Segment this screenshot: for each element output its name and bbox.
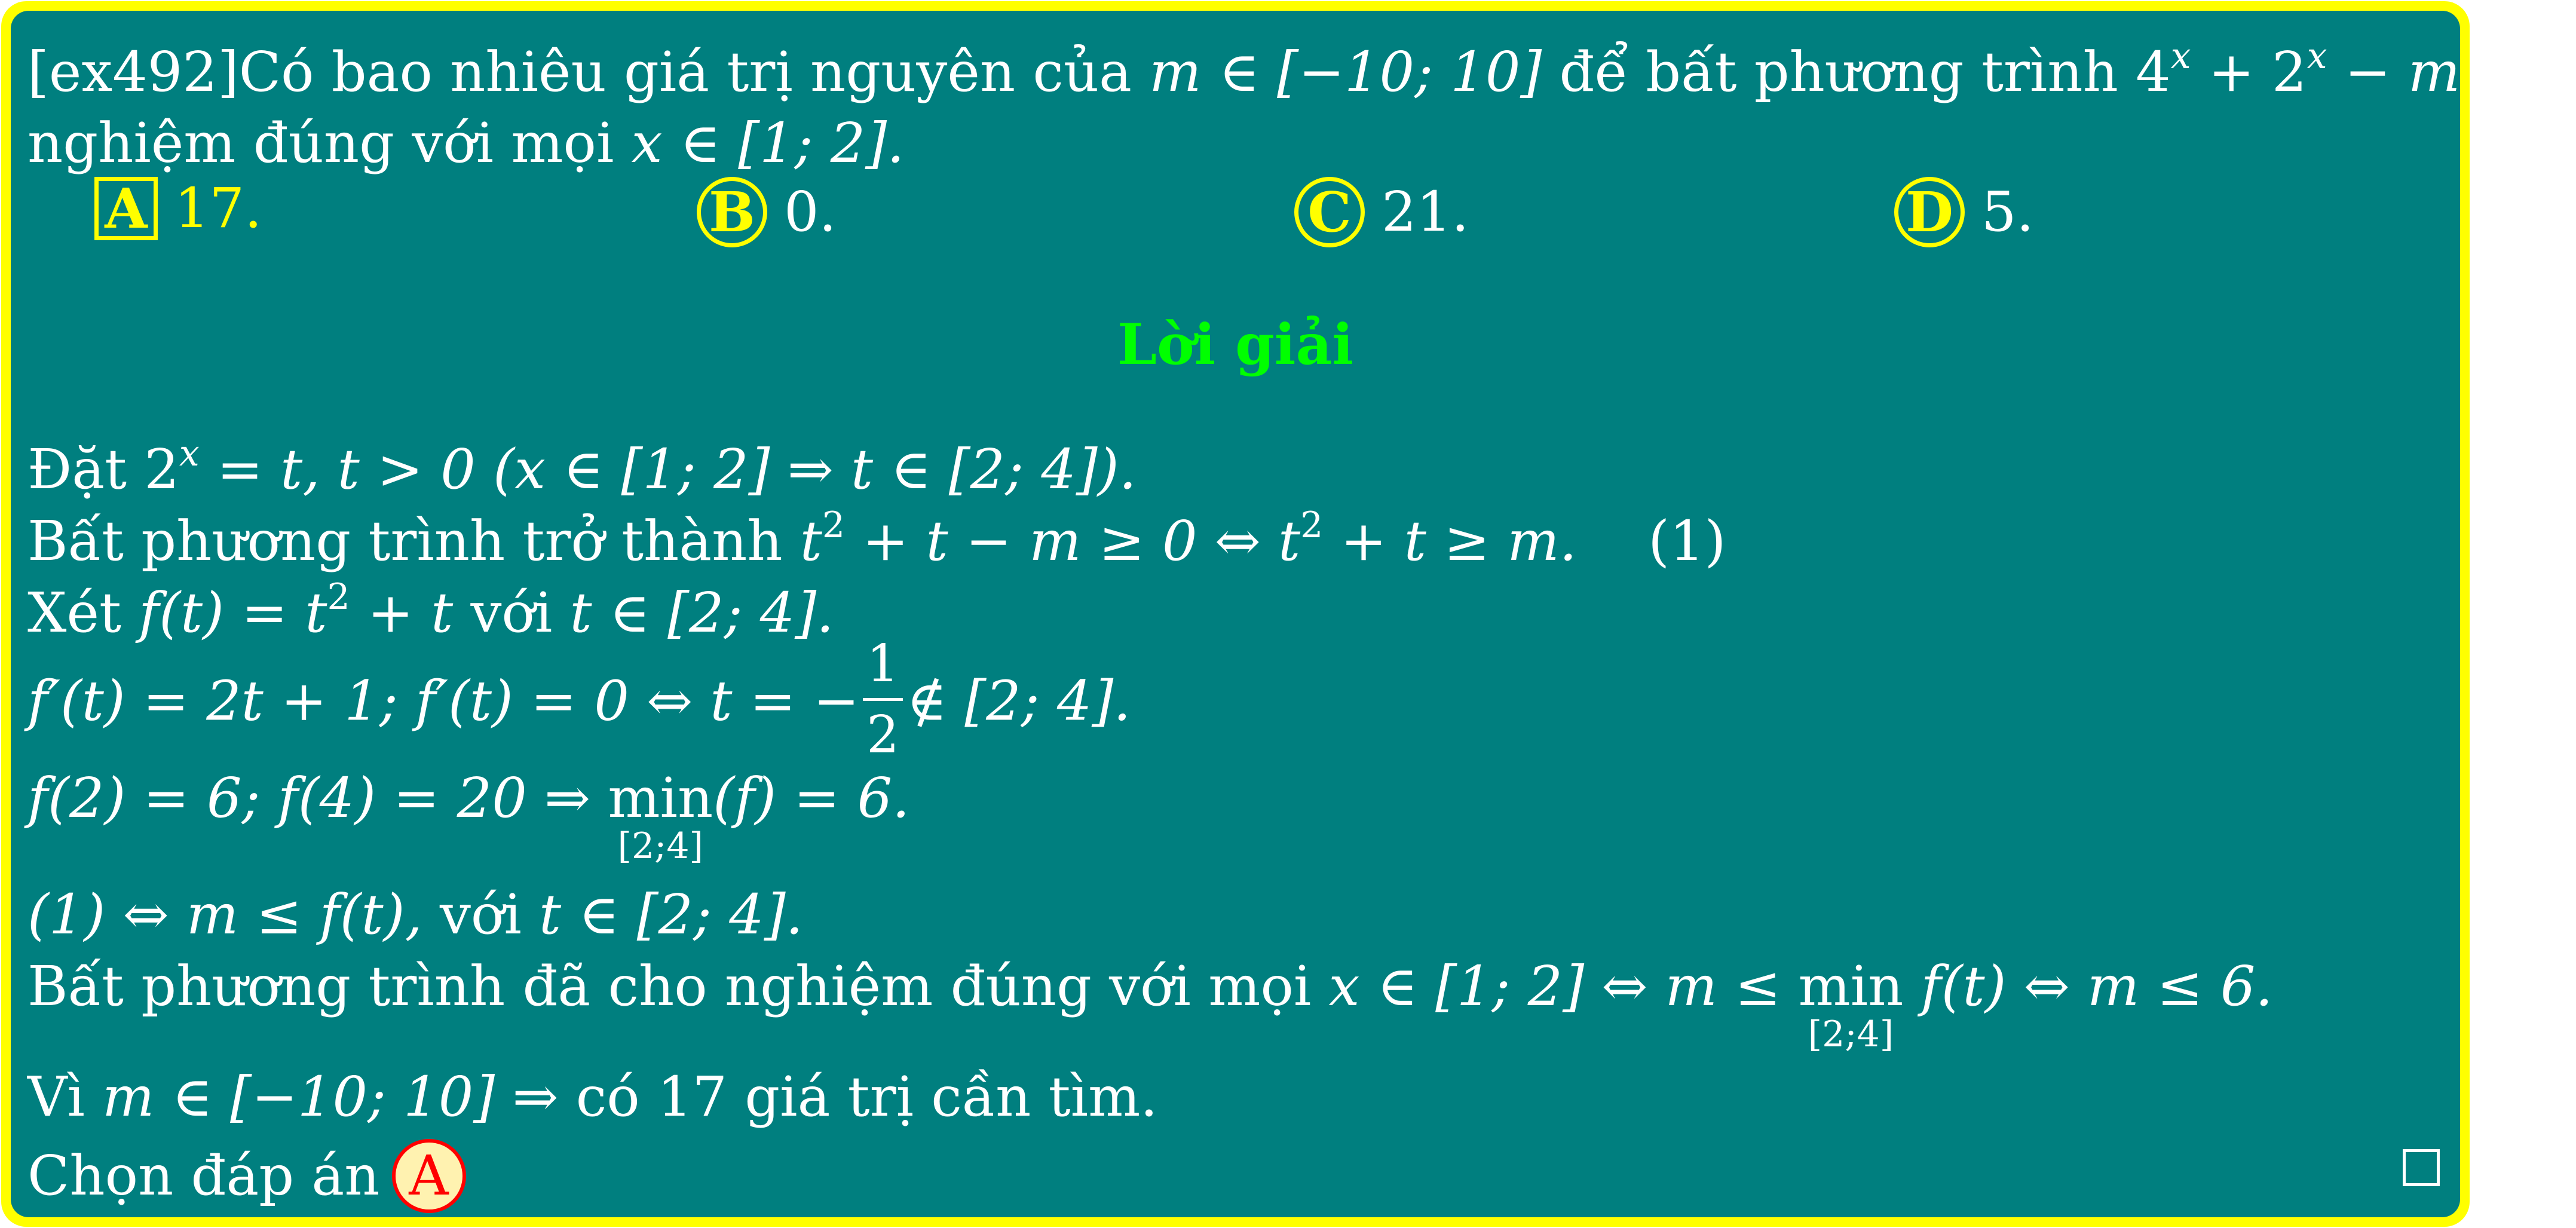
equation-label: (1) bbox=[1648, 509, 1726, 573]
choice-a[interactable] bbox=[94, 177, 262, 240]
choice-b-marker: B bbox=[697, 177, 767, 247]
inequality: $4^x + 2^x - m \ge 0$ bbox=[2136, 35, 2576, 104]
choice-a-marker: A bbox=[94, 177, 158, 240]
choice-c[interactable] bbox=[1294, 177, 1469, 247]
solution-line-1: Đặt 2$^x$ = t, t > 0 (x ∈ [1; 2] ⇒ t ∈ [2; 4]). bbox=[27, 433, 1137, 501]
solution-line-7: Bất phương trình đã cho nghiệm đúng với mọi x ∈ [1; 2] ⇔ m ≤ min [2;4] f(t) ⇔ m ≤ 6. bbox=[27, 954, 2273, 1055]
solution-line-4: f′(t) = 2t + 1; f′(t) = 0 ⇔ t = − $\frac{1}{2}$ ∉ [2; 4]. bbox=[27, 634, 1131, 765]
qed-box-icon bbox=[2403, 1149, 2440, 1186]
solution-line-8: Vì m ∈ [−10; 10] ⇒ có 17 giá trị cần tìm. bbox=[27, 1065, 1158, 1129]
solution-line-3: Xét $f(t) = t^2 + t$ với t ∈ [2; 4]. bbox=[27, 576, 834, 645]
question-condition: m ∈ [−10; 10] bbox=[1149, 40, 1542, 104]
question-line2-math: x ∈ [1; 2]. bbox=[631, 111, 905, 175]
choice-b[interactable] bbox=[697, 177, 837, 247]
solution-line-5: f(2) = 6; f(4) = 20 ⇒ min [2;4] (f) = 6. bbox=[27, 766, 910, 867]
choice-d[interactable] bbox=[1894, 177, 2034, 247]
question-text-mid: để bất phương trình bbox=[1559, 40, 2118, 104]
solution-line-9: Chọn đáp án A bbox=[27, 1139, 466, 1213]
solution-line-6: (1) ⇔ m ≤ f(t), với t ∈ [2; 4]. bbox=[27, 883, 803, 947]
question-line2-text: nghiệm đúng với mọi bbox=[27, 111, 614, 175]
question-text-start: Có bao nhiêu giá trị nguyên của bbox=[238, 40, 1132, 104]
choice-c-value: 21. bbox=[1382, 180, 1469, 244]
exercise-panel bbox=[11, 11, 2576, 1217]
fraction-one-half: $\frac{1}{2}$ bbox=[863, 638, 903, 761]
choice-c-marker: C bbox=[1294, 177, 1365, 247]
min-operator-2: min [2;4] bbox=[1798, 954, 1904, 1055]
choice-d-value: 5. bbox=[1981, 180, 2034, 244]
solution-line-2: Bất phương trình trở thành $t^2 + t - m \ge 0$ ⇔ $t^2 + t \ge m$. (1) bbox=[27, 504, 1726, 573]
yellow-frame bbox=[1, 1, 2576, 1227]
answer-badge: A bbox=[392, 1139, 466, 1213]
solution-title: Lời giải bbox=[1117, 312, 1354, 378]
choice-b-value: 0. bbox=[784, 180, 837, 244]
question-line-2 bbox=[27, 111, 905, 175]
question-line-1 bbox=[27, 35, 2576, 104]
question-id: [ex492] bbox=[27, 40, 239, 104]
choice-a-value: 17. bbox=[174, 176, 262, 241]
choice-d-marker: D bbox=[1894, 177, 1965, 247]
min-operator: min [2;4] bbox=[608, 766, 713, 867]
